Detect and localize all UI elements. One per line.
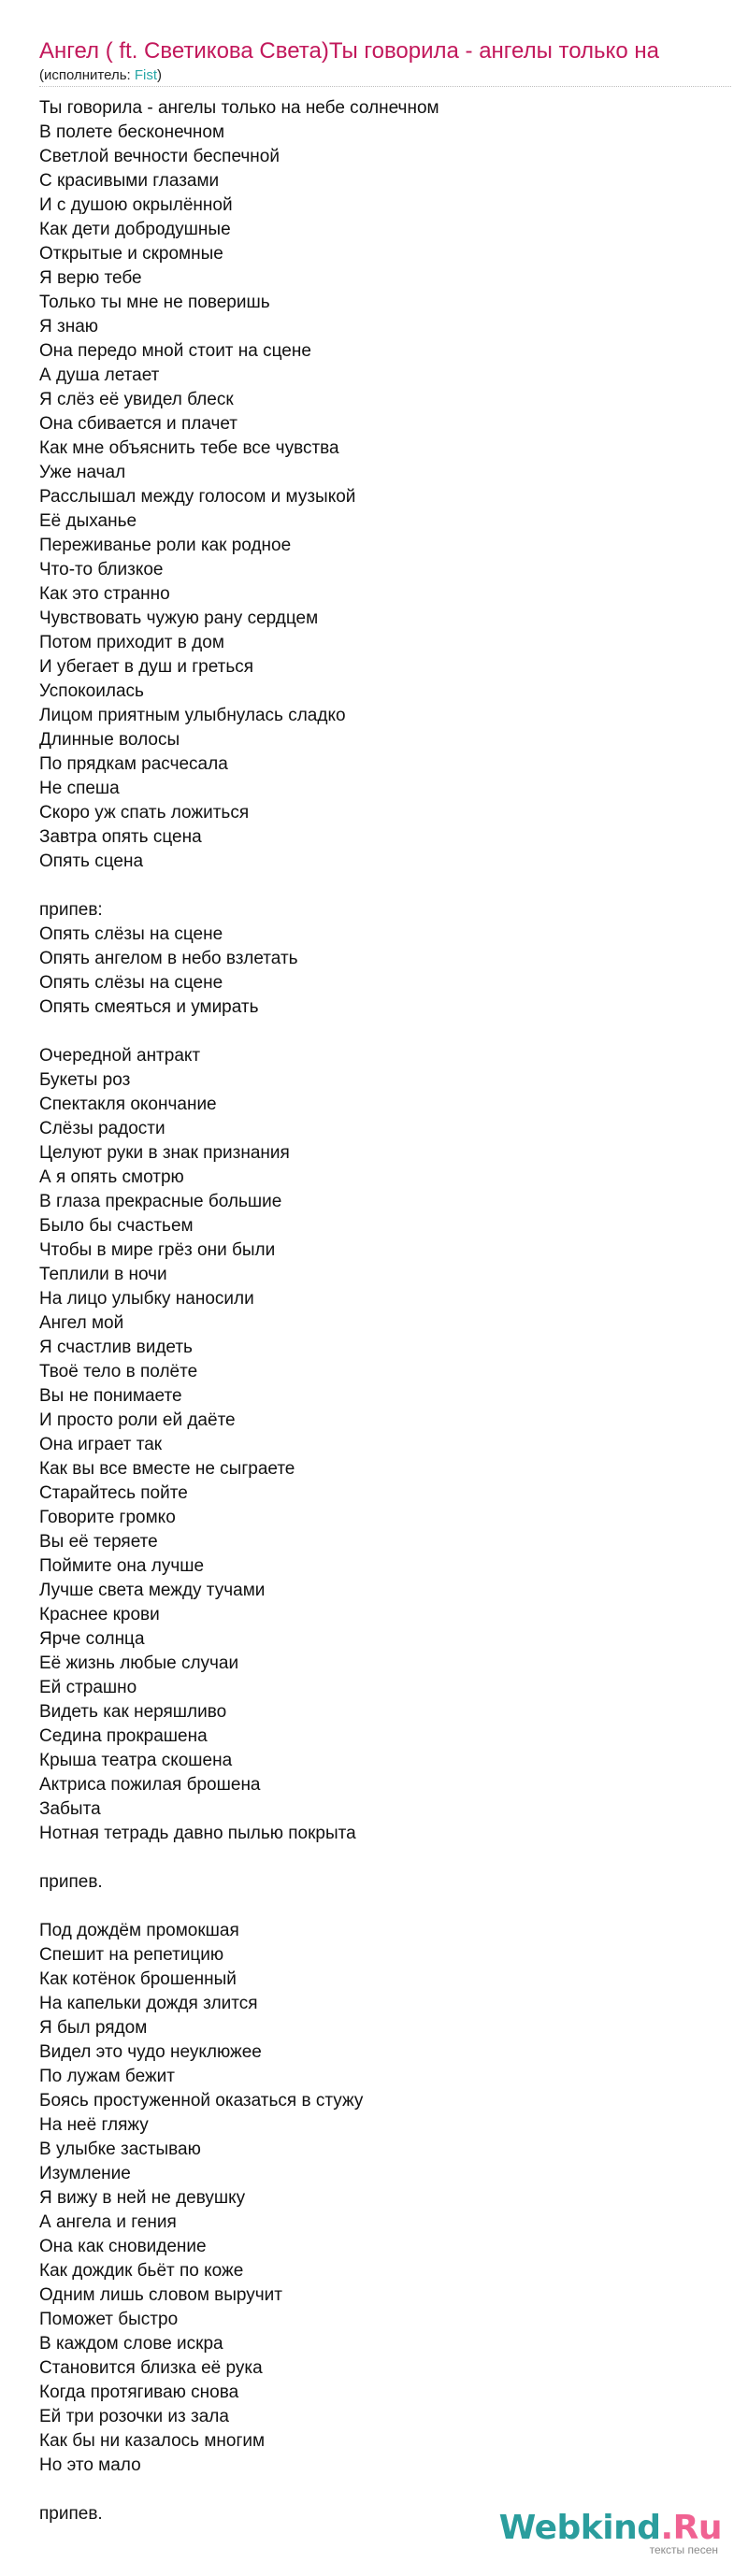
lyric-line: Только ты мне не поверишь (39, 293, 270, 312)
lyric-line: Спешит на репетицию (39, 1945, 224, 1965)
lyric-line: Она сбивается и плачет (39, 414, 238, 434)
lyric-line: Успокоилась (39, 681, 144, 701)
lyric-line: Становится близка её рука (39, 2358, 263, 2378)
lyric-line: В каждом слове искра (39, 2334, 223, 2354)
lyric-line: И просто роли ей даёте (39, 1410, 236, 1430)
artist-suffix: ) (157, 67, 163, 83)
lyric-line: Я счастлив видеть (39, 1338, 193, 1357)
lyric-line: Забыта (39, 1799, 101, 1819)
lyrics-list (39, 96, 731, 2526)
lyric-line: Она играет так (39, 1435, 163, 1454)
lyric-line: Ангел мой (39, 1313, 124, 1333)
lyric-line: Я слёз её увидел блеск (39, 390, 234, 409)
lyric-line: В полете бесконечном (39, 122, 225, 142)
lyric-line: А я опять смотрю (39, 1167, 184, 1187)
lyric-line: Одним лишь словом выручит (39, 2285, 282, 2305)
lyric-line: Твоё тело в полёте (39, 1362, 198, 1381)
lyric-line: Седина прокрашена (39, 1726, 208, 1746)
lyric-line: Крыша театра скошена (39, 1751, 233, 1770)
lyric-blank-line (39, 1895, 731, 1919)
lyric-line: Видел это чудо неуклюжее (39, 2042, 262, 2062)
lyric-line: Ты говорила - ангелы только на небе солнечном (39, 98, 439, 118)
lyric-line: Я знаю (39, 317, 99, 336)
lyric-blank-line (39, 2478, 731, 2502)
lyric-line: Не спеша (39, 779, 120, 798)
lyric-line: Ей три розочки из зала (39, 2407, 229, 2426)
lyric-line: По лужам бежит (39, 2067, 175, 2086)
logo-tld: .Ru (660, 2509, 722, 2547)
lyric-line: Боясь простуженной оказаться в стужу (39, 2091, 364, 2111)
lyric-line: Опять слёзы на сцене (39, 973, 223, 993)
lyric-line: И убегает в душ и греться (39, 657, 254, 677)
lyric-line: Светлой вечности беспечной (39, 147, 280, 166)
lyric-blank-line (39, 874, 731, 898)
artist-prefix: (исполнитель: (39, 67, 135, 83)
lyric-line: припев. (39, 1872, 103, 1892)
lyric-line: А душа летает (39, 365, 160, 385)
lyric-line: припев: (39, 900, 103, 920)
lyric-line: Чтобы в мире грёз они были (39, 1240, 276, 1260)
lyric-line: Опять смеяться и умирать (39, 997, 259, 1017)
lyric-line: Говорите громко (39, 1508, 176, 1527)
lyric-line: Она передо мной стоит на сцене (39, 341, 311, 361)
lyric-line: Букеты роз (39, 1070, 131, 1090)
lyric-line: Когда протягиваю снова (39, 2383, 239, 2402)
lyric-line: Лучше света между тучами (39, 1581, 266, 1600)
lyric-line: На лицо улыбку наносили (39, 1289, 254, 1309)
lyric-line: Скоро уж спать ложиться (39, 803, 250, 823)
lyric-line: Целуют руки в знак признания (39, 1143, 290, 1163)
lyric-line: Очередной антракт (39, 1046, 201, 1066)
lyric-line: Что-то близкое (39, 560, 164, 580)
lyric-line: В глаза прекрасные большие (39, 1192, 282, 1211)
lyric-line: Переживанье роли как родное (39, 536, 292, 555)
lyric-line: Открытые и скромные (39, 244, 223, 264)
lyric-line: Уже начал (39, 463, 126, 482)
lyric-line: Опять ангелом в небо взлетать (39, 949, 298, 968)
lyric-line: Потом приходит в дом (39, 633, 224, 652)
lyric-line: Изумление (39, 2164, 131, 2183)
lyric-line: Я верю тебе (39, 268, 142, 288)
lyric-line: На капельки дождя злится (39, 1994, 258, 2013)
lyric-line: Я был рядом (39, 2018, 148, 2038)
lyric-line: Нотная тетрадь давно пылью покрыта (39, 1824, 356, 1843)
lyric-line: Длинные волосы (39, 730, 180, 750)
lyric-line: Краснее крови (39, 1605, 160, 1624)
artist-line (39, 67, 162, 84)
lyric-line: Опять слёзы на сцене (39, 924, 223, 944)
lyric-line: Я вижу в ней не девушку (39, 2188, 246, 2208)
lyric-line: В улыбке застываю (39, 2140, 201, 2159)
lyric-line: Как котёнок брошенный (39, 1969, 237, 1989)
lyric-line: Её дыханье (39, 511, 137, 531)
lyric-line: Под дождём промокшая (39, 1921, 239, 1940)
logo-name: Webkind (498, 2509, 661, 2547)
lyric-line: Поможет быстро (39, 2310, 179, 2329)
lyric-line: Было бы счастьем (39, 1216, 194, 1236)
lyric-line: Слёзы радости (39, 1119, 165, 1138)
lyric-line: Видеть как неряшливо (39, 1702, 227, 1722)
lyric-blank-line (39, 1020, 731, 1044)
lyric-line: На неё гляжу (39, 2115, 149, 2135)
lyric-line: Старайтесь пойте (39, 1483, 188, 1503)
lyric-line: Актриса пожилая брошена (39, 1775, 261, 1795)
lyric-line: Чувствовать чужую рану сердцем (39, 608, 319, 628)
lyric-line: Опять сцена (39, 852, 144, 871)
lyric-line: Спектакля окончание (39, 1095, 217, 1114)
lyric-line: Но это мало (39, 2455, 141, 2475)
lyric-line: А ангела и гения (39, 2212, 177, 2232)
lyric-line: Лицом приятным улыбнулась сладко (39, 706, 346, 725)
song-title: Ангел ( ft. Светикова Света)Ты говорила - ангелы только на (39, 38, 659, 64)
lyric-line: Завтра опять сцена (39, 827, 202, 847)
lyric-line: Как дождик бьёт по коже (39, 2261, 244, 2281)
lyric-line: Как вы все вместе не сыграете (39, 1459, 295, 1479)
lyric-line: По прядкам расчесала (39, 754, 228, 774)
lyric-line: Вы её теряете (39, 1532, 158, 1552)
lyric-line: Ей страшно (39, 1678, 137, 1697)
lyric-line: Ярче солнца (39, 1629, 145, 1649)
lyric-line: Расслышал между голосом и музыкой (39, 487, 356, 507)
lyric-line: Поймите она лучше (39, 1556, 205, 1576)
lyric-line: С красивыми глазами (39, 171, 220, 191)
lyric-line: Теплили в ночи (39, 1265, 167, 1284)
lyric-line: И с душою окрылённой (39, 195, 233, 215)
lyric-line: Её жизнь любые случаи (39, 1653, 239, 1673)
lyric-line: Как бы ни казалось многим (39, 2431, 266, 2451)
header-divider (39, 86, 731, 87)
lyric-line: Вы не понимаете (39, 1386, 182, 1406)
lyric-line: Она как сновидение (39, 2237, 207, 2256)
lyric-line: Как дети добродушные (39, 220, 231, 239)
lyric-line: припев. (39, 2504, 103, 2524)
logo-tagline: тексты песен (649, 2543, 718, 2556)
site-logo[interactable] (499, 2511, 722, 2555)
lyric-line: Как это странно (39, 584, 170, 604)
lyric-blank-line (39, 1846, 731, 1870)
artist-link[interactable]: Fist (134, 67, 158, 83)
lyric-line: Как мне объяснить тебе все чувства (39, 438, 339, 458)
